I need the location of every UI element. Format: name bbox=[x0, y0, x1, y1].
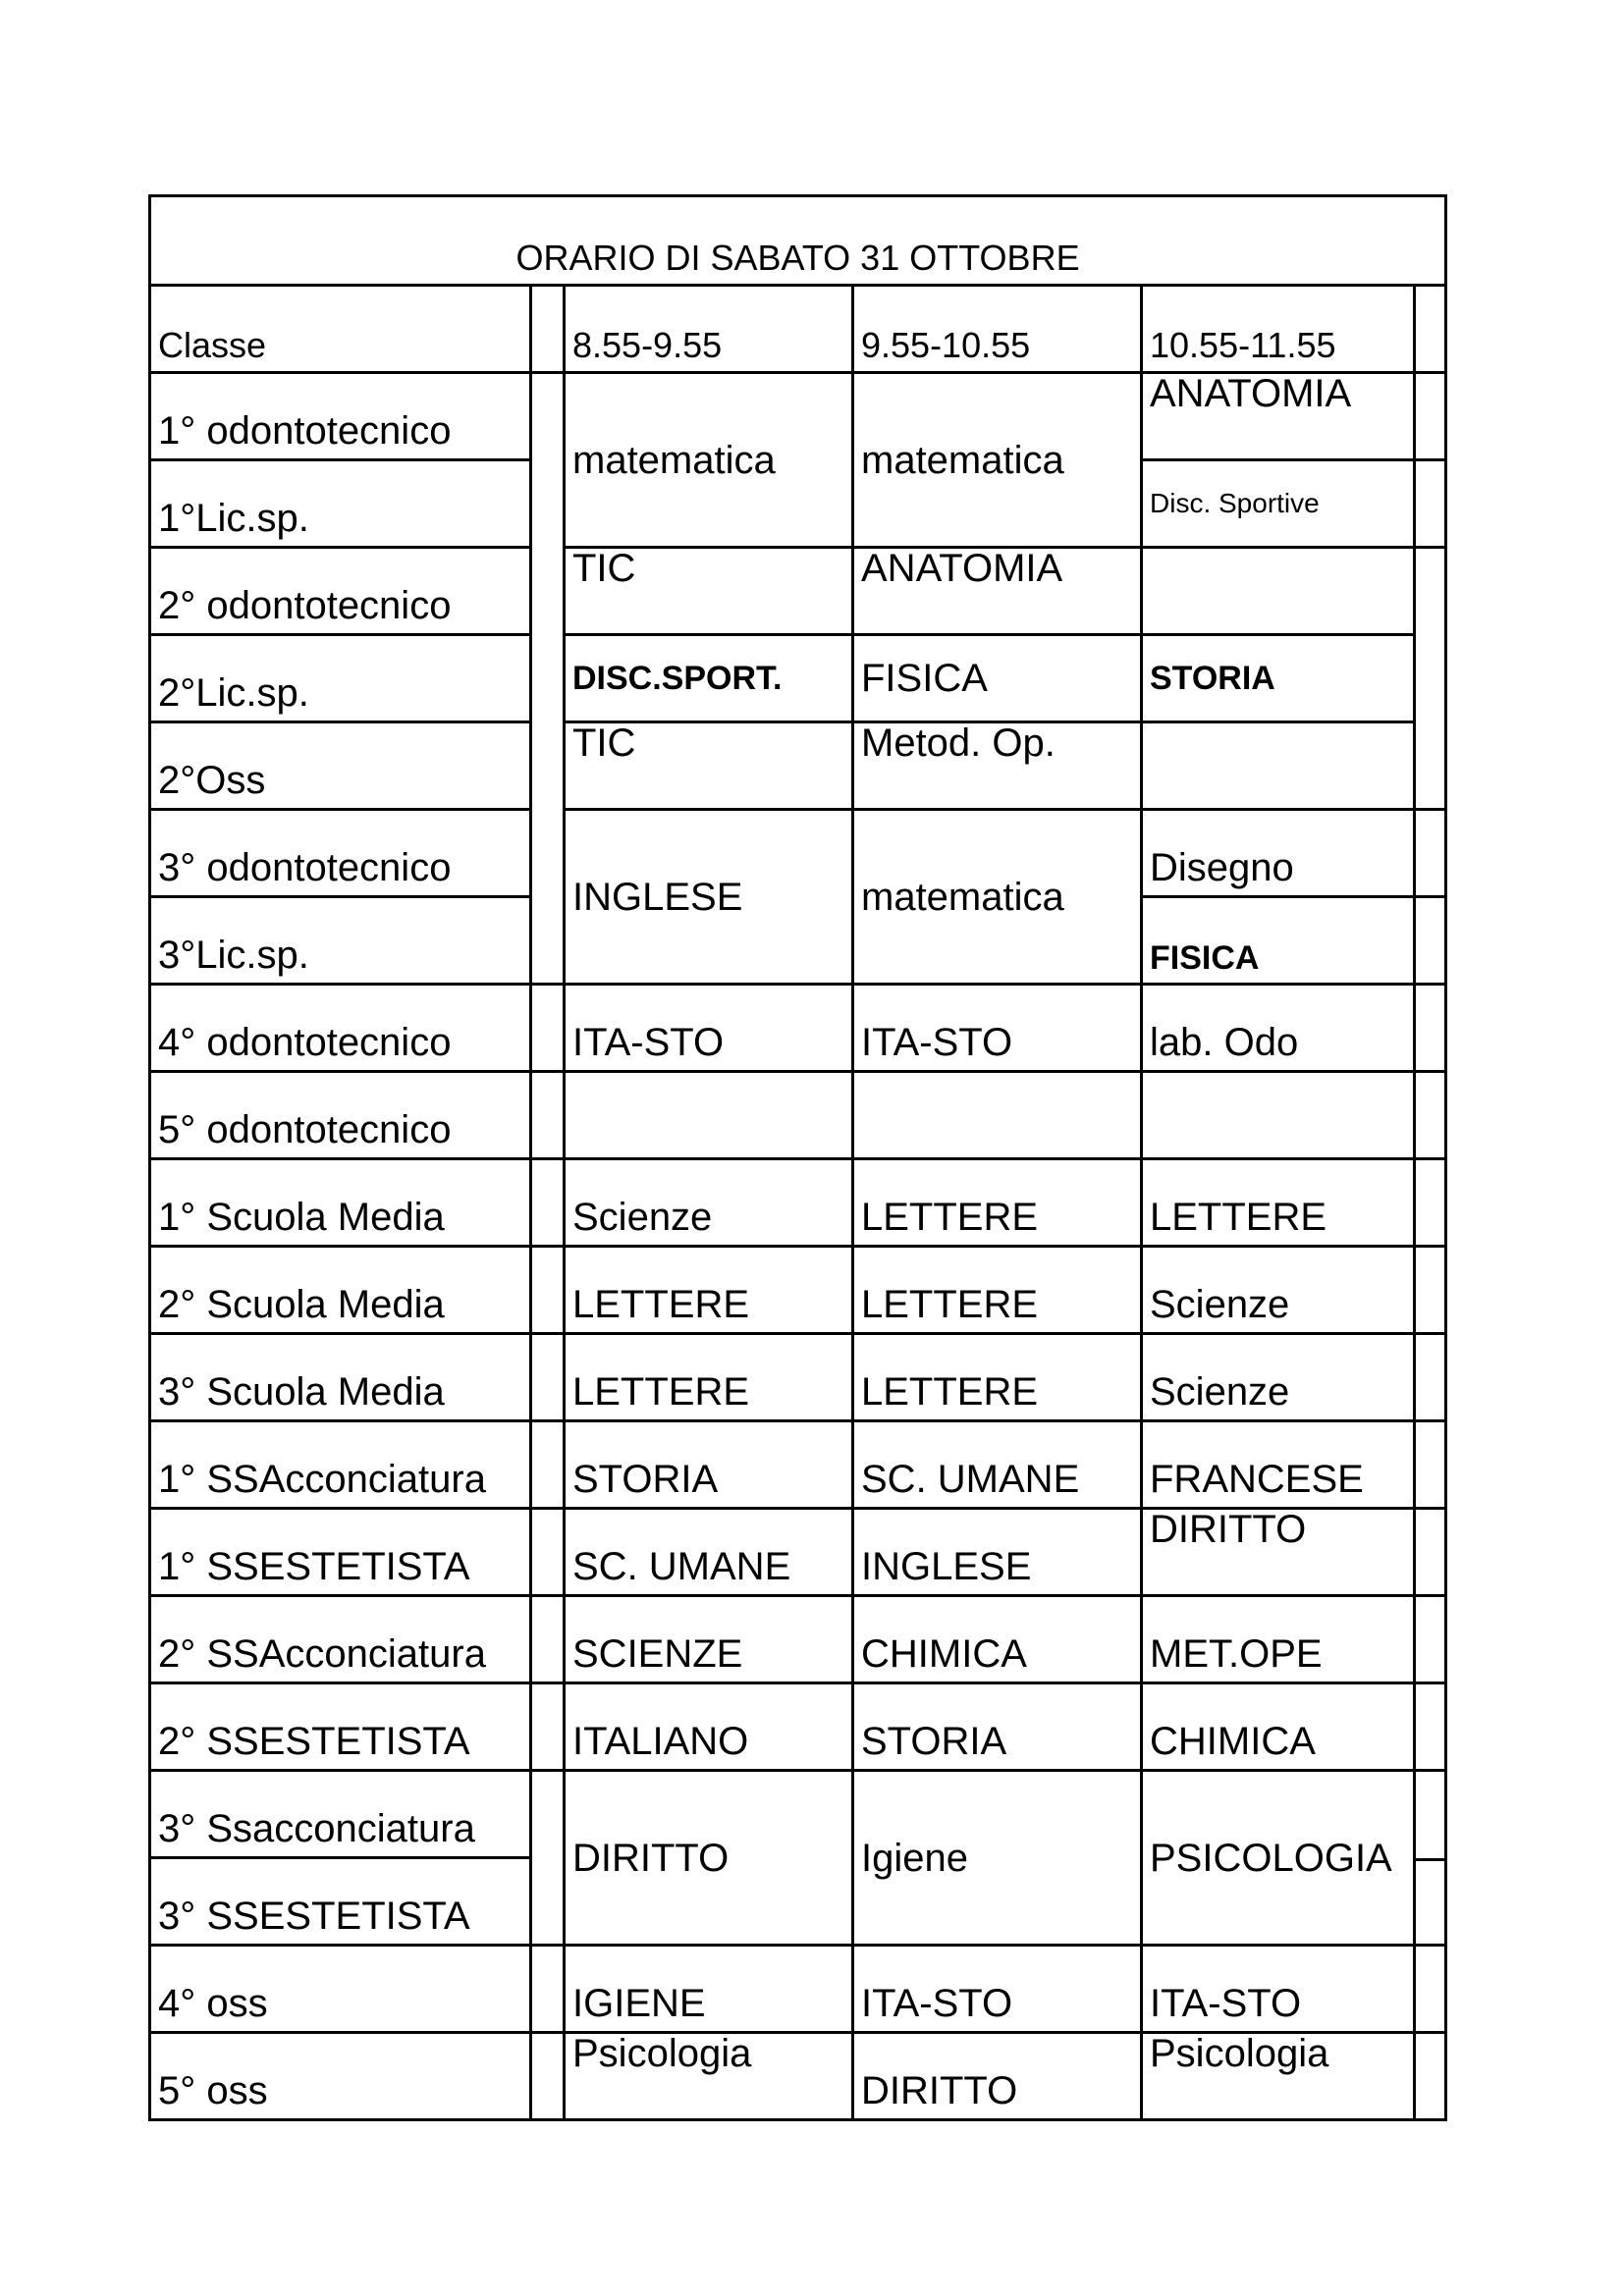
class-name: 5° odontotecnico bbox=[150, 1072, 531, 1159]
lesson-cell: Igiene bbox=[853, 1771, 1142, 1946]
lesson-cell: Scienze bbox=[565, 1159, 853, 1247]
lesson-cell: TIC bbox=[565, 722, 853, 810]
lesson-cell: LETTERE bbox=[1142, 1159, 1415, 1247]
gap-cell bbox=[1415, 1421, 1446, 1509]
lesson-cell bbox=[1142, 722, 1415, 810]
class-name: 2° Scuola Media bbox=[150, 1247, 531, 1334]
class-name: 3°Lic.sp. bbox=[150, 897, 531, 985]
gap-cell bbox=[531, 286, 565, 373]
gap-cell bbox=[531, 1771, 565, 1946]
lesson-cell: ANATOMIA bbox=[853, 548, 1142, 635]
header-row bbox=[150, 286, 1446, 373]
lesson-cell: LETTERE bbox=[565, 1247, 853, 1334]
header-classe: Classe bbox=[150, 286, 531, 373]
lesson-cell: ANATOMIA bbox=[1142, 373, 1415, 460]
table-row bbox=[150, 1771, 1446, 1858]
table-row bbox=[150, 1946, 1446, 2033]
gap-cell bbox=[1415, 1334, 1446, 1421]
lesson-cell: FISICA bbox=[1142, 897, 1415, 985]
lesson-cell bbox=[1142, 1072, 1415, 1159]
lesson-cell: INGLESE bbox=[565, 810, 853, 985]
lesson-cell bbox=[1142, 548, 1415, 635]
class-name: 1° odontotecnico bbox=[150, 373, 531, 460]
gap-cell bbox=[1415, 1159, 1446, 1247]
class-name: 3° odontotecnico bbox=[150, 810, 531, 897]
table-row bbox=[150, 1334, 1446, 1421]
lesson-cell: SCIENZE bbox=[565, 1596, 853, 1683]
class-name: 3° Scuola Media bbox=[150, 1334, 531, 1421]
table-row bbox=[150, 1159, 1446, 1247]
lesson-cell: DISC.SPORT. bbox=[565, 635, 853, 722]
table-row bbox=[150, 1421, 1446, 1509]
gap-cell bbox=[1415, 897, 1446, 985]
lesson-cell: Disegno bbox=[1142, 810, 1415, 897]
lesson-cell: Scienze bbox=[1142, 1247, 1415, 1334]
table-row bbox=[150, 548, 1446, 635]
gap-cell bbox=[1415, 1072, 1446, 1159]
class-name: 4° oss bbox=[150, 1946, 531, 2033]
class-name: 2°Oss bbox=[150, 722, 531, 810]
gap-cell bbox=[1415, 1247, 1446, 1334]
lesson-cell: DIRITTO bbox=[853, 2033, 1142, 2120]
lesson-cell: LETTERE bbox=[853, 1334, 1142, 1421]
class-name: 1°Lic.sp. bbox=[150, 460, 531, 548]
lesson-cell: matematica bbox=[853, 810, 1142, 985]
lesson-cell: LETTERE bbox=[853, 1247, 1142, 1334]
gap-cell bbox=[531, 373, 565, 985]
class-name: 3° SSESTETISTA bbox=[150, 1858, 531, 1946]
gap-cell bbox=[531, 1596, 565, 1683]
lesson-cell: CHIMICA bbox=[1142, 1683, 1415, 1771]
table-row bbox=[150, 1596, 1446, 1683]
lesson-cell: CHIMICA bbox=[853, 1596, 1142, 1683]
gap-cell bbox=[531, 1247, 565, 1334]
gap-cell bbox=[531, 2033, 565, 2120]
gap-cell bbox=[1415, 1596, 1446, 1683]
lesson-cell: matematica bbox=[853, 373, 1142, 548]
gap-cell bbox=[1415, 1946, 1446, 2033]
lesson-cell: Psicologia bbox=[565, 2033, 853, 2120]
class-name: 3° Ssacconciatura bbox=[150, 1771, 531, 1858]
lesson-cell: ITA-STO bbox=[853, 1946, 1142, 2033]
gap-cell bbox=[531, 1946, 565, 2033]
gap-cell bbox=[1415, 1771, 1446, 1946]
lesson-cell: IGIENE bbox=[565, 1946, 853, 2033]
table-row bbox=[150, 1072, 1446, 1159]
gap-cell bbox=[531, 985, 565, 1072]
class-name: 2° SSAcconciatura bbox=[150, 1596, 531, 1683]
lesson-cell: Metod. Op. bbox=[853, 722, 1142, 810]
lesson-cell: ITA-STO bbox=[1142, 1946, 1415, 2033]
table-row bbox=[150, 635, 1446, 722]
lesson-cell bbox=[565, 1072, 853, 1159]
table-row bbox=[150, 2033, 1446, 2120]
lesson-cell: PSICOLOGIA bbox=[1142, 1771, 1415, 1946]
lesson-cell: STORIA bbox=[853, 1683, 1142, 1771]
header-slot3: 10.55-11.55 bbox=[1142, 286, 1415, 373]
lesson-cell: FRANCESE bbox=[1142, 1421, 1415, 1509]
class-name: 2°Lic.sp. bbox=[150, 635, 531, 722]
class-name: 1° SSESTETISTA bbox=[150, 1509, 531, 1596]
class-name: 2° SSESTETISTA bbox=[150, 1683, 531, 1771]
lesson-cell: SC. UMANE bbox=[853, 1421, 1142, 1509]
lesson-cell: matematica bbox=[565, 373, 853, 548]
gap-cell bbox=[531, 1072, 565, 1159]
lesson-cell: TIC bbox=[565, 548, 853, 635]
lesson-cell: LETTERE bbox=[853, 1159, 1142, 1247]
lesson-cell: DIRITTO bbox=[565, 1771, 853, 1946]
table-row bbox=[150, 1247, 1446, 1334]
gap-cell bbox=[1415, 1509, 1446, 1596]
lesson-cell bbox=[853, 1072, 1142, 1159]
gap-cell bbox=[1415, 1683, 1446, 1771]
table-row bbox=[150, 1509, 1446, 1596]
gap-cell bbox=[531, 1334, 565, 1421]
gap-cell bbox=[1415, 373, 1446, 460]
gap-cell bbox=[1415, 810, 1446, 897]
gap-cell bbox=[531, 1421, 565, 1509]
lesson-cell: FISICA bbox=[853, 635, 1142, 722]
gap-cell bbox=[1415, 548, 1446, 810]
lesson-cell: lab. Odo bbox=[1142, 985, 1415, 1072]
lesson-cell: MET.OPE bbox=[1142, 1596, 1415, 1683]
header-slot1: 8.55-9.55 bbox=[565, 286, 853, 373]
table-row bbox=[150, 722, 1446, 810]
class-name: 1° SSAcconciatura bbox=[150, 1421, 531, 1509]
lesson-cell: DIRITTO bbox=[1142, 1509, 1415, 1596]
gap-cell bbox=[1415, 2033, 1446, 2120]
gap-cell bbox=[531, 1683, 565, 1771]
page-title: ORARIO DI SABATO 31 OTTOBRE bbox=[150, 196, 1446, 286]
lesson-cell: SC. UMANE bbox=[565, 1509, 853, 1596]
lesson-cell: ITA-STO bbox=[853, 985, 1142, 1072]
gap-cell bbox=[531, 1509, 565, 1596]
lesson-cell: ITALIANO bbox=[565, 1683, 853, 1771]
lesson-cell: Psicologia bbox=[1142, 2033, 1415, 2120]
lesson-cell: INGLESE bbox=[853, 1509, 1142, 1596]
table-row bbox=[150, 810, 1446, 897]
gap-cell bbox=[1415, 985, 1446, 1072]
lesson-cell: STORIA bbox=[1142, 635, 1415, 722]
class-name: 4° odontotecnico bbox=[150, 985, 531, 1072]
gap-cell bbox=[1415, 460, 1446, 548]
table-row bbox=[150, 1683, 1446, 1771]
lesson-cell: Scienze bbox=[1142, 1334, 1415, 1421]
class-name: 2° odontotecnico bbox=[150, 548, 531, 635]
schedule-table bbox=[148, 194, 1447, 2121]
gap-cell bbox=[1415, 286, 1446, 373]
lesson-cell: STORIA bbox=[565, 1421, 853, 1509]
lesson-cell: LETTERE bbox=[565, 1334, 853, 1421]
table-row bbox=[150, 373, 1446, 460]
class-name: 1° Scuola Media bbox=[150, 1159, 531, 1247]
table-row bbox=[150, 985, 1446, 1072]
lesson-cell: ITA-STO bbox=[565, 985, 853, 1072]
lesson-cell: Disc. Sportive bbox=[1142, 460, 1415, 548]
class-name: 5° oss bbox=[150, 2033, 531, 2120]
gap-cell bbox=[531, 1159, 565, 1247]
title-row bbox=[150, 196, 1446, 286]
header-slot2: 9.55-10.55 bbox=[853, 286, 1142, 373]
